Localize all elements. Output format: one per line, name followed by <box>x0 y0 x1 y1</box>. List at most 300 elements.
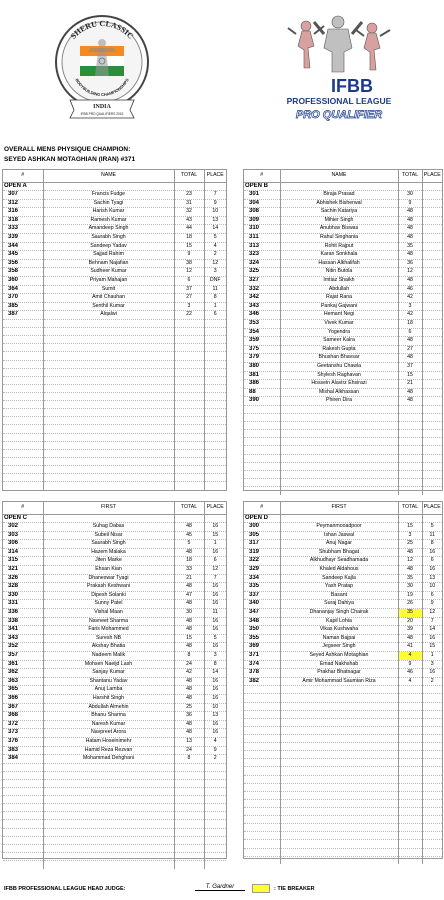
group-label: OPEN D <box>244 514 280 523</box>
competitor-name: Amandeep Singh <box>43 225 174 234</box>
competitor-name: Hamid Reza Rezvan <box>43 746 174 755</box>
competitor-name: Anubhav Biswas <box>280 225 398 234</box>
competitor-number: 343 <box>244 302 280 311</box>
competitor-place: 16 <box>204 720 226 729</box>
competitor-total: 48 <box>398 277 422 286</box>
table-row <box>3 729 226 738</box>
table-row <box>3 626 226 635</box>
competitor-total: 38 <box>174 259 204 268</box>
empty-row <box>244 783 442 791</box>
header-total: TOTAL <box>174 170 204 182</box>
competitor-total: 30 <box>174 609 204 618</box>
competitor-number: 381 <box>244 371 280 380</box>
competitor-name: Karan Sonkhala <box>280 251 398 260</box>
table-row <box>3 720 226 729</box>
competitor-place <box>422 242 442 251</box>
group-label: OPEN C <box>3 514 43 523</box>
table-row <box>3 208 226 217</box>
empty-row <box>3 401 226 409</box>
logo-left-bottom-text: IFBB PRO QUALIFIERS 2019 <box>80 112 124 116</box>
competitor-number: 365 <box>3 686 43 695</box>
sheru-classic-logo <box>52 6 152 130</box>
empty-row <box>3 844 226 852</box>
competitor-number: 305 <box>244 531 280 540</box>
competitor-name: Hemant Negi <box>280 311 398 320</box>
table-row <box>3 583 226 592</box>
competitor-number: 374 <box>244 660 280 669</box>
competitor-number: 314 <box>3 548 43 557</box>
table-row <box>244 242 442 251</box>
competitor-name: Rohit Rajput <box>280 242 398 251</box>
table-row <box>3 234 226 243</box>
table-row <box>244 354 442 363</box>
competitor-place: 15 <box>204 531 226 540</box>
competitor-place: 4 <box>204 242 226 251</box>
table-row <box>244 199 442 208</box>
competitor-place <box>422 259 442 268</box>
competitor-total: 37 <box>174 285 204 294</box>
competitor-number: 323 <box>244 251 280 260</box>
empty-row <box>244 446 442 454</box>
table-row <box>244 371 442 380</box>
competitor-place: 16 <box>204 694 226 703</box>
competitor-name: Yogendra <box>280 328 398 337</box>
competitor-name: Mihier Singh <box>280 216 398 225</box>
competitor-place <box>422 397 442 406</box>
competitor-total: 46 <box>398 285 422 294</box>
competitor-total: 48 <box>174 694 204 703</box>
header-num: # <box>3 502 43 514</box>
competitor-place: 3 <box>422 660 442 669</box>
competitor-place: 13 <box>204 216 226 225</box>
competitor-name: Bhushan Bhavsar <box>280 354 398 363</box>
table-row <box>3 686 226 695</box>
competitor-name: Sudheer Kumar <box>43 268 174 277</box>
competitor-number: 385 <box>3 302 43 311</box>
competitor-place: 14 <box>204 669 226 678</box>
competitor-name: Basant <box>280 591 398 600</box>
competitor-place: 9 <box>204 199 226 208</box>
competitor-total: 48 <box>174 677 204 686</box>
empty-row <box>244 799 442 807</box>
header-place: PLACE <box>204 502 226 514</box>
competitor-number: 303 <box>3 531 43 540</box>
champion-line: SEYED ASHKAN MOTAGHIAN (IRAN) #371 <box>4 156 136 163</box>
results-table-open-d <box>244 502 442 864</box>
logo-right-line3: PRO QUALIFIER <box>295 109 383 121</box>
competitor-total: 48 <box>174 523 204 532</box>
column-header-row <box>3 170 226 182</box>
table-row <box>3 574 226 583</box>
table-row <box>3 557 226 566</box>
column-header-row <box>244 170 442 182</box>
table-row <box>244 634 442 643</box>
competitor-name: Sachin Tyagi <box>43 199 174 208</box>
competitor-place <box>422 371 442 380</box>
competitor-number: 333 <box>3 225 43 234</box>
competitor-place: 2 <box>422 677 442 686</box>
competitor-name: Akshay Bhatia <box>43 643 174 652</box>
competitor-place <box>422 354 442 363</box>
empty-row <box>3 449 226 457</box>
logo-left-mid-text: BODYBUILDING CHAMPIONSHIPS <box>74 77 130 98</box>
competitor-place <box>422 216 442 225</box>
competitor-total: 3 <box>398 531 422 540</box>
empty-row <box>3 796 226 804</box>
table-row <box>3 311 226 320</box>
competitor-place: 1 <box>204 302 226 311</box>
table-row <box>244 531 442 540</box>
competitor-number: 330 <box>3 591 43 600</box>
competitor-number: 367 <box>3 703 43 712</box>
competitor-place: 3 <box>204 652 226 661</box>
competitor-name: Peymanmooadpoor <box>280 523 398 532</box>
empty-row <box>3 763 226 771</box>
competitor-total: 18 <box>174 557 204 566</box>
competitor-number: 306 <box>3 540 43 549</box>
competitor-total: 48 <box>174 600 204 609</box>
table-row <box>3 242 226 251</box>
table-row <box>244 660 442 669</box>
table-row <box>3 677 226 686</box>
table-row <box>3 737 226 746</box>
competitor-name: Shantanu Yadav <box>43 677 174 686</box>
tie-breaker-swatch <box>252 884 270 893</box>
empty-row <box>244 832 442 840</box>
empty-row <box>3 828 226 836</box>
competitor-place <box>422 225 442 234</box>
competitor-name: Hazem Malaka <box>43 548 174 557</box>
competitor-total: 48 <box>174 720 204 729</box>
competitor-name: Kapil Lohia <box>280 617 398 626</box>
table-row <box>244 523 442 532</box>
group-label: OPEN B <box>244 182 280 191</box>
competitor-number: 382 <box>244 677 280 686</box>
competitor-place: 2 <box>204 251 226 260</box>
competitor-name: Saurabh Singh <box>43 234 174 243</box>
empty-row <box>244 791 442 799</box>
competitor-name: Harshit Singh <box>43 694 174 703</box>
competitor-total: 24 <box>174 746 204 755</box>
empty-row <box>3 320 226 328</box>
competitor-place: 16 <box>204 583 226 592</box>
table-row <box>3 712 226 721</box>
competitor-name: Anuj Lamba <box>43 686 174 695</box>
competitor-number: 347 <box>244 609 280 618</box>
competitor-total: 8 <box>174 652 204 661</box>
group-label-row <box>244 182 442 191</box>
table-row <box>244 268 442 277</box>
header-first: FIRST <box>280 502 398 514</box>
empty-row <box>244 840 442 848</box>
table-row <box>244 337 442 346</box>
competitor-total: 4 <box>398 652 422 661</box>
competitor-name: Sandeep Kajla <box>280 574 398 583</box>
table-row <box>3 531 226 540</box>
competitor-place: 1 <box>204 540 226 549</box>
table-row <box>244 388 442 397</box>
competitor-place <box>422 268 442 277</box>
table-row <box>244 208 442 217</box>
table-row <box>244 583 442 592</box>
table-row <box>244 380 442 389</box>
empty-row <box>244 824 442 832</box>
column-header-row <box>244 502 442 514</box>
competitor-place: 9 <box>204 746 226 755</box>
competitor-number: 364 <box>3 285 43 294</box>
table-row <box>3 216 226 225</box>
competitor-total: 39 <box>398 626 422 635</box>
competitor-name: Jegseer Singh <box>280 643 398 652</box>
empty-row <box>3 771 226 779</box>
results-table-open-a <box>3 170 226 490</box>
competitor-number: 378 <box>244 669 280 678</box>
competitor-total: 15 <box>398 371 422 380</box>
competitor-name: Ramesh Kumar <box>43 216 174 225</box>
competitor-number: 354 <box>244 328 280 337</box>
competitor-number: 316 <box>3 208 43 217</box>
competitor-name: Ehsan Kian <box>43 566 174 575</box>
empty-row <box>3 409 226 417</box>
empty-row <box>3 804 226 812</box>
competitor-place: 5 <box>422 523 442 532</box>
competitor-total: 35 <box>398 242 422 251</box>
competitor-number: 321 <box>3 566 43 575</box>
competitor-number: 363 <box>3 677 43 686</box>
competitor-total: 48 <box>398 566 422 575</box>
competitor-place <box>422 199 442 208</box>
competitor-total: 48 <box>398 208 422 217</box>
table-row <box>3 285 226 294</box>
head-judge-label: IFBB PROFESSIONAL LEAGUE HEAD JUDGE: <box>4 886 126 892</box>
empty-row <box>244 487 442 495</box>
competitor-name: Mohammad Dehghani <box>43 755 174 764</box>
competitor-place: 6 <box>422 557 442 566</box>
competitor-place <box>422 277 442 286</box>
table-row <box>244 652 442 661</box>
competitor-name: Hatam Hoseinimehr <box>43 737 174 746</box>
competitor-name: Faris Mohammed <box>43 626 174 635</box>
competitor-number: 350 <box>244 626 280 635</box>
competitor-name: Sunny Patel <box>43 600 174 609</box>
competitor-total: 48 <box>398 388 422 397</box>
competitor-place: 7 <box>204 191 226 200</box>
competitor-number: 328 <box>3 583 43 592</box>
competitor-number: 318 <box>3 216 43 225</box>
empty-row <box>3 836 226 844</box>
table-row <box>244 216 442 225</box>
table-row <box>3 294 226 303</box>
competitor-number: 325 <box>244 268 280 277</box>
competitor-number: 345 <box>3 251 43 260</box>
competitor-place <box>422 191 442 200</box>
competitor-number: 376 <box>3 737 43 746</box>
competitor-place: 9 <box>422 600 442 609</box>
table-row <box>244 566 442 575</box>
competitor-place: 5 <box>204 234 226 243</box>
empty-row <box>3 360 226 368</box>
empty-row <box>244 405 442 413</box>
competitor-number: 360 <box>3 277 43 286</box>
empty-row <box>244 856 442 864</box>
competitor-total: 48 <box>398 234 422 243</box>
group-label-row <box>244 514 442 523</box>
competitor-total: 26 <box>398 600 422 609</box>
competitor-place: 2 <box>204 755 226 764</box>
competitor-total: 6 <box>174 277 204 286</box>
competitor-place: 6 <box>422 591 442 600</box>
header-name: NAME <box>43 170 174 182</box>
empty-row <box>3 457 226 465</box>
empty-row <box>244 422 442 430</box>
header-place: PLACE <box>422 170 442 182</box>
empty-row <box>3 474 226 482</box>
competitor-total: 48 <box>174 729 204 738</box>
competitor-total: 9 <box>398 199 422 208</box>
empty-row <box>3 812 226 820</box>
empty-row <box>244 438 442 446</box>
table-row <box>244 677 442 686</box>
empty-row <box>244 470 442 478</box>
competitor-total: 12 <box>174 268 204 277</box>
competitor-number: 331 <box>3 600 43 609</box>
competitor-number: 343 <box>3 634 43 643</box>
table-row <box>3 540 226 549</box>
competitor-place: 16 <box>422 548 442 557</box>
competitor-total: 30 <box>398 191 422 200</box>
competitor-place <box>422 285 442 294</box>
competitor-place <box>422 208 442 217</box>
competitor-place: 6 <box>204 311 226 320</box>
competitor-number: 368 <box>3 712 43 721</box>
competitor-name: Rakesh Gupta <box>280 345 398 354</box>
competitor-total: 15 <box>174 242 204 251</box>
table-row <box>244 259 442 268</box>
empty-row <box>3 417 226 425</box>
table-row <box>244 557 442 566</box>
table-row <box>3 199 226 208</box>
competitor-total: 48 <box>398 397 422 406</box>
competitor-name: Francis Fudge <box>43 191 174 200</box>
competitor-total: 12 <box>398 557 422 566</box>
competitor-name: Sajjad Rahim <box>43 251 174 260</box>
empty-row <box>244 462 442 470</box>
competitor-place: 10 <box>422 583 442 592</box>
competitor-total: 48 <box>398 548 422 557</box>
competitor-total: 24 <box>174 660 204 669</box>
results-table-open-b <box>244 170 442 495</box>
competitor-name: Seyed Ashkan Motaghian <box>280 652 398 661</box>
competitor-name: Alqalwi <box>43 311 174 320</box>
competitor-name: Harish Kumar <box>43 208 174 217</box>
competitor-total: 44 <box>174 225 204 234</box>
competitor-total: 48 <box>174 643 204 652</box>
competitor-total: 48 <box>398 216 422 225</box>
competitor-total: 43 <box>174 216 204 225</box>
table-row <box>3 652 226 661</box>
competitor-number: 370 <box>3 294 43 303</box>
competitor-number: 332 <box>244 285 280 294</box>
competitor-number: 386 <box>244 380 280 389</box>
empty-row <box>3 336 226 344</box>
competitor-place: 10 <box>204 703 226 712</box>
table-row <box>3 609 226 618</box>
competitor-name: Amit Chauhan <box>43 294 174 303</box>
empty-row <box>3 384 226 392</box>
competitor-name: Alkhudhayr Seadhamada <box>280 557 398 566</box>
competitor-place: 10 <box>204 208 226 217</box>
table-row <box>3 523 226 532</box>
table-row <box>244 225 442 234</box>
competitor-number: 327 <box>244 277 280 286</box>
competitor-total: 6 <box>398 328 422 337</box>
competitor-total: 8 <box>174 755 204 764</box>
competitor-total: 42 <box>398 294 422 303</box>
competitor-total: 5 <box>174 540 204 549</box>
competitor-name: Sumit <box>43 285 174 294</box>
table-row <box>244 311 442 320</box>
table-row <box>3 548 226 557</box>
competitor-name: Jiten Marke <box>43 557 174 566</box>
competitor-total: 25 <box>174 703 204 712</box>
empty-row <box>244 718 442 726</box>
competitor-number: 348 <box>244 617 280 626</box>
competitor-total: 13 <box>174 737 204 746</box>
empty-row <box>3 788 226 796</box>
competitor-name: Pankaj Gajwani <box>280 302 398 311</box>
competitor-number: 337 <box>244 591 280 600</box>
competitor-place: 5 <box>204 634 226 643</box>
competitor-name: Priyam Mahajan <box>43 277 174 286</box>
competitor-total: 48 <box>174 686 204 695</box>
table-row <box>244 285 442 294</box>
empty-row <box>244 710 442 718</box>
table-row <box>3 617 226 626</box>
competitor-total: 32 <box>174 208 204 217</box>
competitor-name: Naresh Kumar <box>43 720 174 729</box>
competitor-number: 346 <box>244 311 280 320</box>
competitor-place: 11 <box>204 285 226 294</box>
competitor-number: 322 <box>244 557 280 566</box>
competitor-place: DNF <box>204 277 226 286</box>
empty-row <box>244 430 442 438</box>
competitor-name: Suresh NB <box>43 634 174 643</box>
competitor-place <box>422 362 442 371</box>
competitor-place: 16 <box>204 548 226 557</box>
competitor-number: 341 <box>3 626 43 635</box>
competitor-total: 48 <box>398 354 422 363</box>
table-row <box>244 600 442 609</box>
competitor-number: 361 <box>3 660 43 669</box>
competitor-number: 340 <box>244 600 280 609</box>
competitor-number: 352 <box>3 643 43 652</box>
competitor-place: 8 <box>422 540 442 549</box>
competitor-name: Abdullah <box>280 285 398 294</box>
competitor-total: 48 <box>174 548 204 557</box>
competitor-name: Nadeem Malik <box>43 652 174 661</box>
competitor-place: 14 <box>204 225 226 234</box>
table-row <box>244 548 442 557</box>
competitor-name: Rajat Rana <box>280 294 398 303</box>
competitor-place: 16 <box>204 677 226 686</box>
empty-row <box>3 344 226 352</box>
table-row <box>3 251 226 260</box>
table-row <box>3 259 226 268</box>
competitor-number: 344 <box>3 242 43 251</box>
competitor-place <box>422 345 442 354</box>
empty-row <box>244 848 442 856</box>
competitor-place: 11 <box>204 609 226 618</box>
